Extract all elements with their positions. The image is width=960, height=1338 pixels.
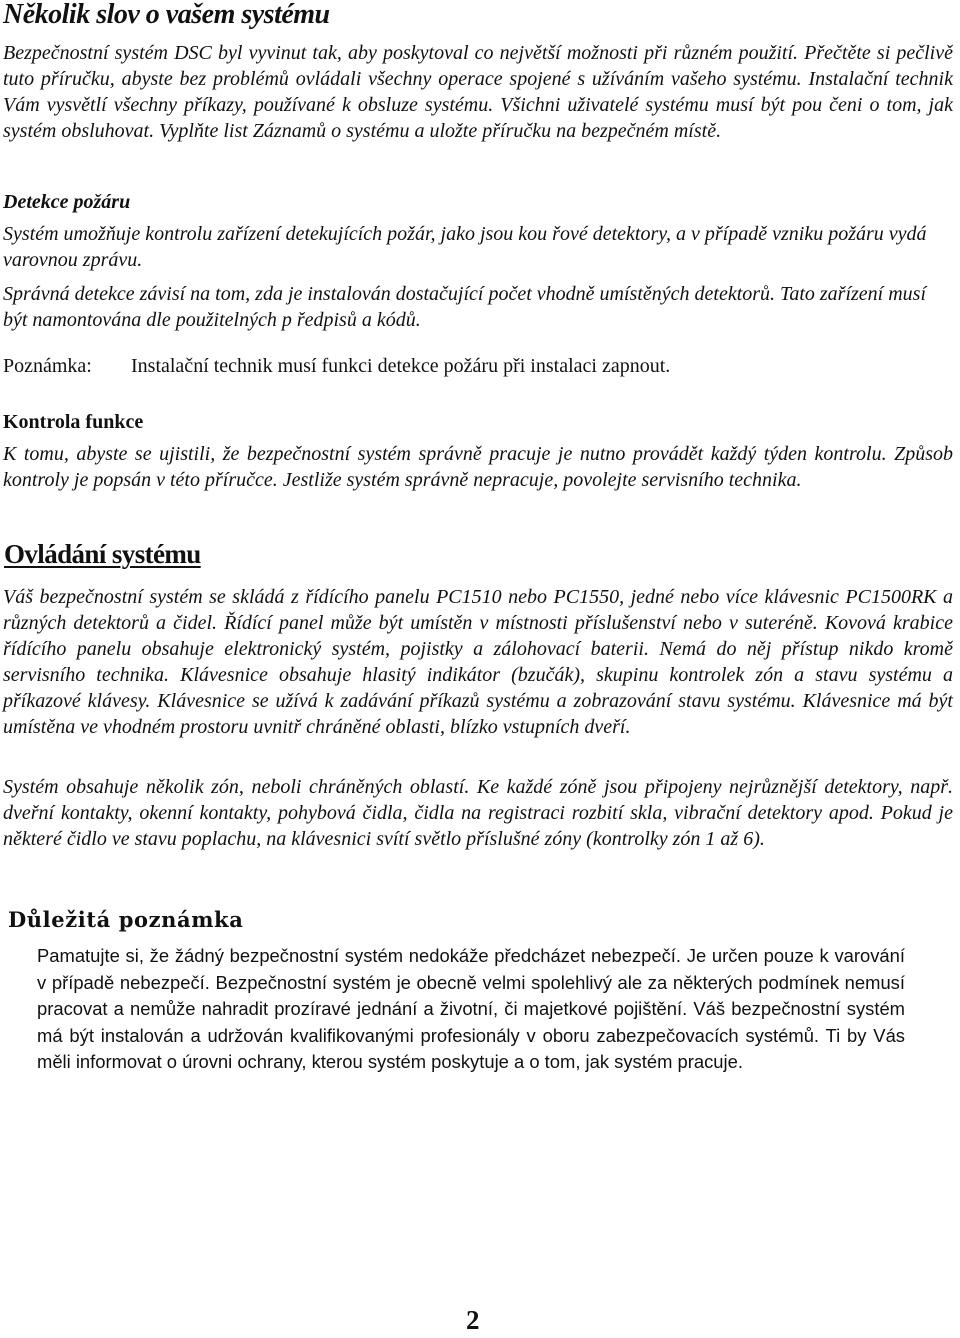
page-number: 2 bbox=[466, 1305, 480, 1335]
system-operation-paragraph-2: Systém obsahuje několik zón, neboli chráněných oblastí. Ke každé zóně jsou připojeny nejrůznější detektory, např. dveřní kontakty, okenní kontakty, pohybová čidla, čidla na registraci rozbití skla, vibrační detektory apod. Pokud je některé čidlo ve stavu poplachu, na klávesnici svítí světlo příslušné zóny (kontrolky zón 1 až 6). bbox=[3, 776, 953, 850]
important-note-title: Důležitá poznámka bbox=[8, 907, 244, 932]
note-text: Instalační technik musí funkci detekce požáru při instalaci zapnout. bbox=[131, 355, 671, 377]
fire-detection-note bbox=[3, 353, 953, 379]
note-label: Poznámka: bbox=[3, 355, 92, 377]
fire-detection-paragraph-2: Správná detekce závisí na tom, zda je instalován dostačující počet vhodně umístěných detektorů. Tato zařízení musí být namontována dle použitelných p ředpisů a kódů. bbox=[3, 283, 926, 331]
page-title: Několik slov o vašem systému bbox=[3, 0, 330, 30]
fire-detection-paragraph-1: Systém umožňuje kontrolu zařízení detekujících požár, jako jsou kou řové detektory, a v případě vzniku požáru vydá varovnou zprávu. bbox=[3, 223, 927, 271]
system-operation-paragraph-1: Váš bezpečnostní systém se skládá z řídícího panelu PC1510 nebo PC1550, jedné nebo více klávesnic PC1500RK a různých detektorů a čidel. Řídící panel může být umístěn v místnosti příslušenství nebo v suteréně. Kovová krabice řídícího panelu obsahuje elektronický systém, pojistky a zálohovací baterii. Nemá do něj přístup nikdo kromě servisního technika. Klávesnice obsahuje hlasitý indikátor (bzučák), skupinu kontrolek zón a stavu systému a příkazové klávesy. Klávesnice se užívá k zadávání příkazů systému a zobrazování stavu systému. Klávesnice má být umístěna ve vhodném prostoru uvnitř chráněné oblasti, blízko vstupních dveří. bbox=[3, 586, 953, 738]
fire-detection-heading: Detekce požáru bbox=[3, 191, 131, 213]
function-check-paragraph: K tomu, abyste se ujistili, že bezpečnostní systém správně pracuje je nutno provádět každý týden kontrolu. Způsob kontroly je popsán v této příručce. Jestliže systém správně nepracuje, povolejte servisního technika. bbox=[3, 443, 953, 491]
intro-paragraph: Bezpečnostní systém DSC byl vyvinut tak, aby poskytoval co největší možnosti při různém použití. Přečtěte si pečlivě tuto příručku, abyste bez problémů ovládali všechny operace spojené s užíváním vašeho systému. Instalační technik Vám vysvětlí všechny příkazy, používané k obsluze systému. Všichni uživatelé systému musí být pou čeni o tom, jak systém obsluhovat. Vyplňte list Záznamů o systému a uložte příručku na bezpečném místě. bbox=[3, 42, 953, 142]
system-operation-title: Ovládání systému bbox=[4, 539, 201, 569]
function-check-heading: Kontrola funkce bbox=[3, 411, 144, 433]
important-note-text: Pamatujte si, že žádný bezpečnostní systém nedokáže předcházet nebezpečí. Je určen pouze k varování v případě nebezpečí. Bezpečnostní systém je obecně velmi spolehlivý ale za některých podmínek nemusí pracovat a nemůže nahradit prozíravé jednání a životní, či majetkové pojištění. Váš bezpečnostní systém má být instalován a udržován kvalifikovanými profesionály v oboru zabezpečovacích systémů. Ti by Vás měli informovat o úrovni ochrany, kterou systém poskytuje a o tom, jak systém pracuje. bbox=[37, 945, 905, 1073]
